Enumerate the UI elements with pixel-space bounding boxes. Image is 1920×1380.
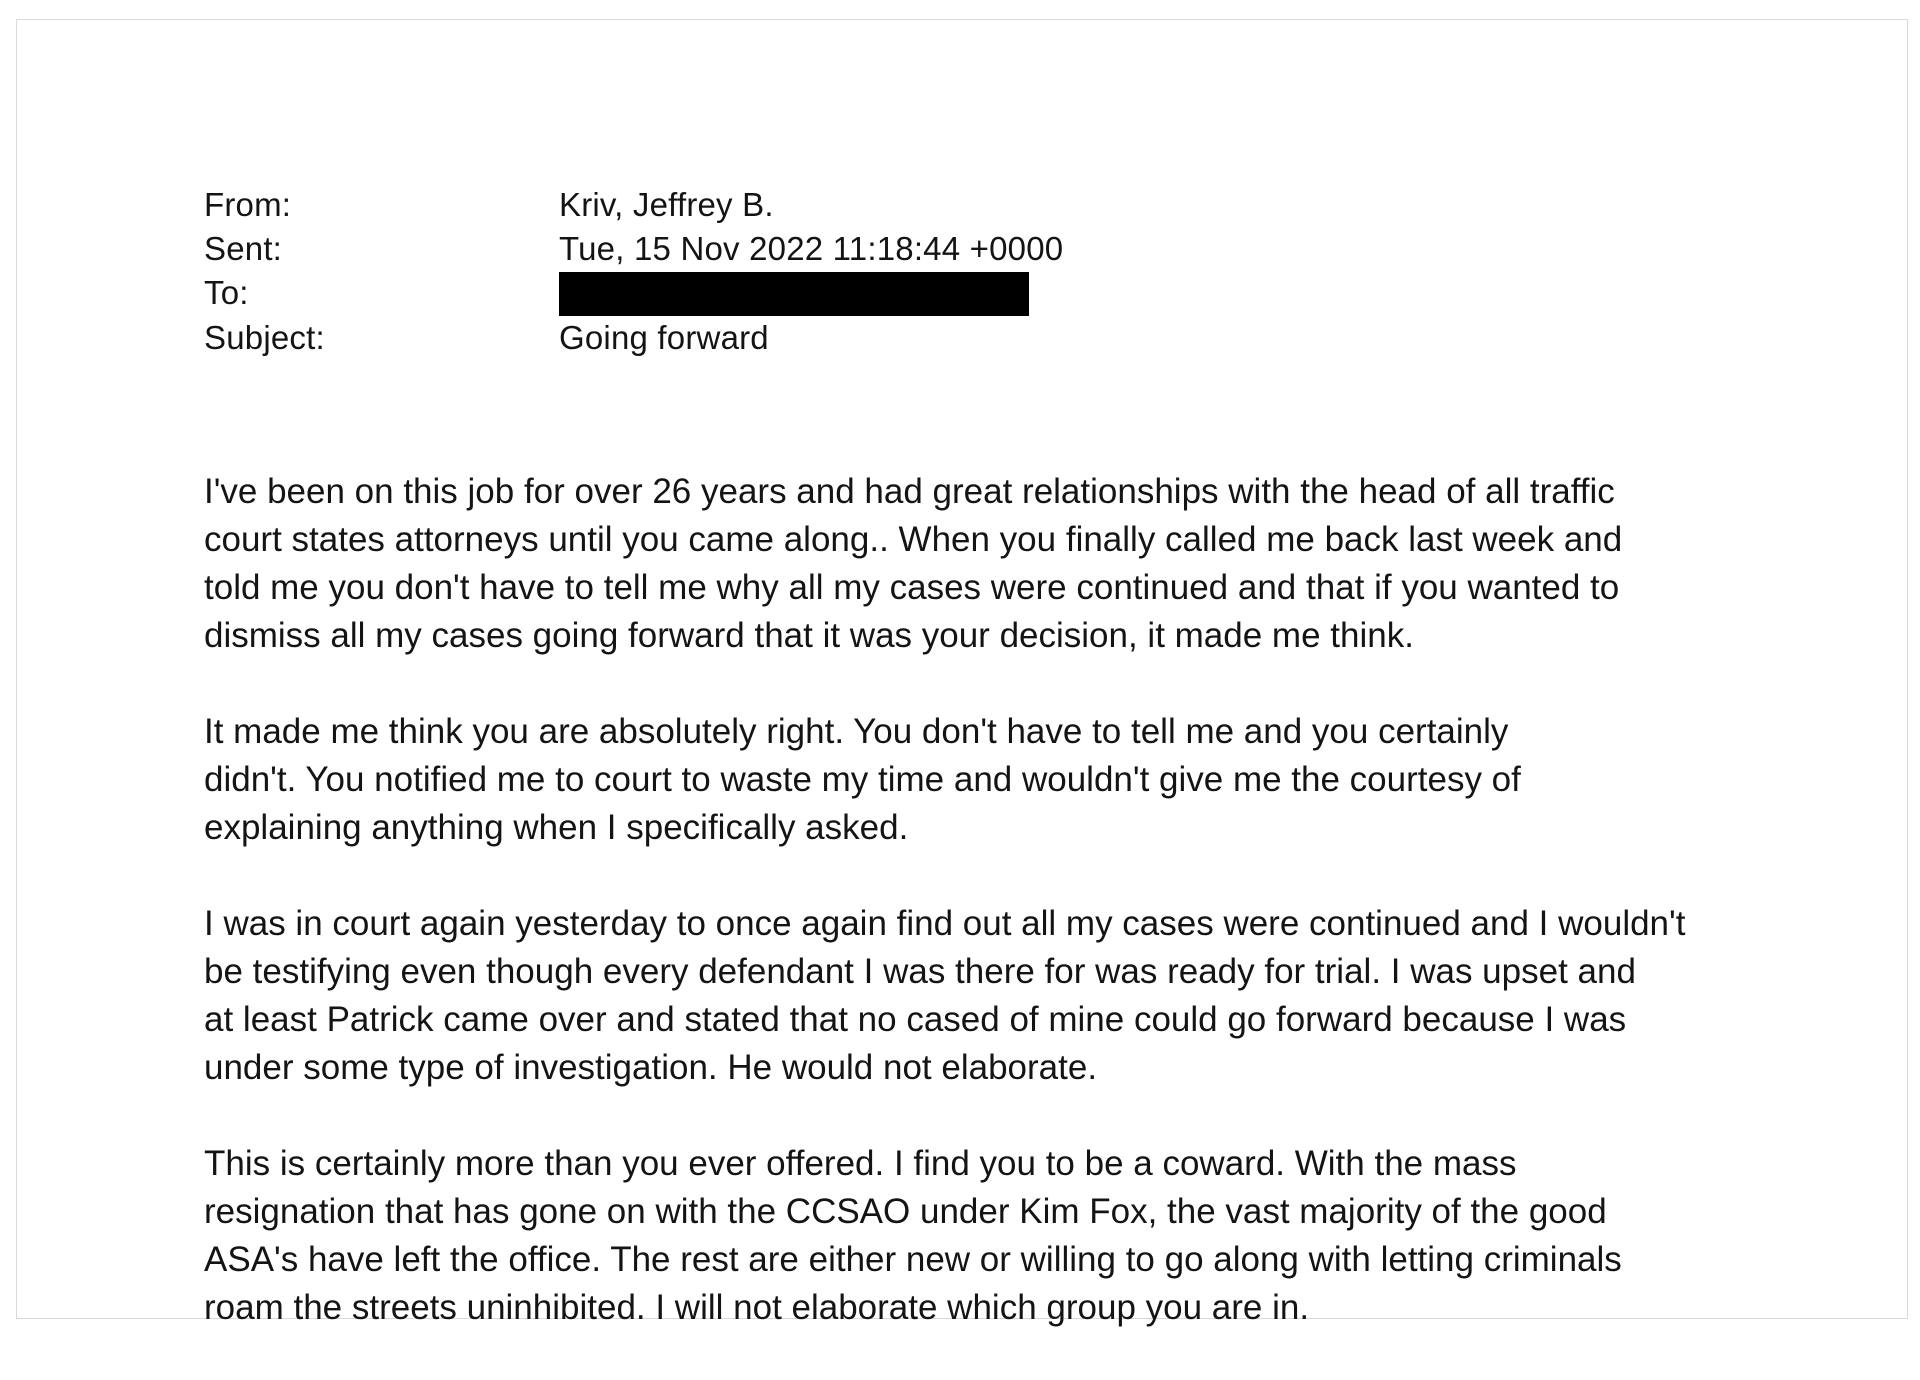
from-value: Kriv, Jeffrey B. — [559, 186, 774, 223]
subject-label: Subject: — [204, 319, 325, 356]
body-paragraph: This is certainly more than you ever offered. I find you to be a coward. With the mass resignation that has gone on with the CCSAO under Kim Fox, the vast majority of the good ASA's have left the office. The rest are either new or willing to go along with letting criminals roam the streets uninhibited. I will not elaborate which group you are in. — [204, 1144, 1622, 1327]
sent-value: Tue, 15 Nov 2022 11:18:44 +0000 — [559, 230, 1064, 267]
body-paragraph: I was in court again yesterday to once again find out all my cases were continued and I wouldn't be testifying even though every defendant I was there for was ready for trial. I was upset and at least Patrick came over and stated that no cased of mine could go forward because I was under some type of investigation. He would not elaborate. — [204, 904, 1686, 1087]
email-header — [204, 183, 1764, 360]
body-paragraph: It made me think you are absolutely right. You don't have to tell me and you certainly didn't. You notified me to court to waste my time and wouldn't give me the courtesy of explaining anything when I specifically asked. — [204, 712, 1521, 847]
redaction-bar — [559, 272, 1029, 316]
body-paragraph: I've been on this job for over 26 years and had great relationships with the head of all traffic court states attorneys until you came along.. When you finally called me back last week and told me you don't have to tell me why all my cases were continued and that if you wanted to dismiss all my cases going forward that it was your decision, it made me think. — [204, 472, 1623, 655]
email-printout — [204, 183, 1764, 1380]
subject-value: Going forward — [559, 319, 769, 356]
to-value — [559, 271, 1764, 316]
from-label: From: — [204, 186, 292, 223]
document-page — [16, 19, 1908, 1327]
to-label: To: — [204, 274, 249, 311]
email-body — [204, 468, 1764, 1332]
sent-label: Sent: — [204, 230, 283, 267]
